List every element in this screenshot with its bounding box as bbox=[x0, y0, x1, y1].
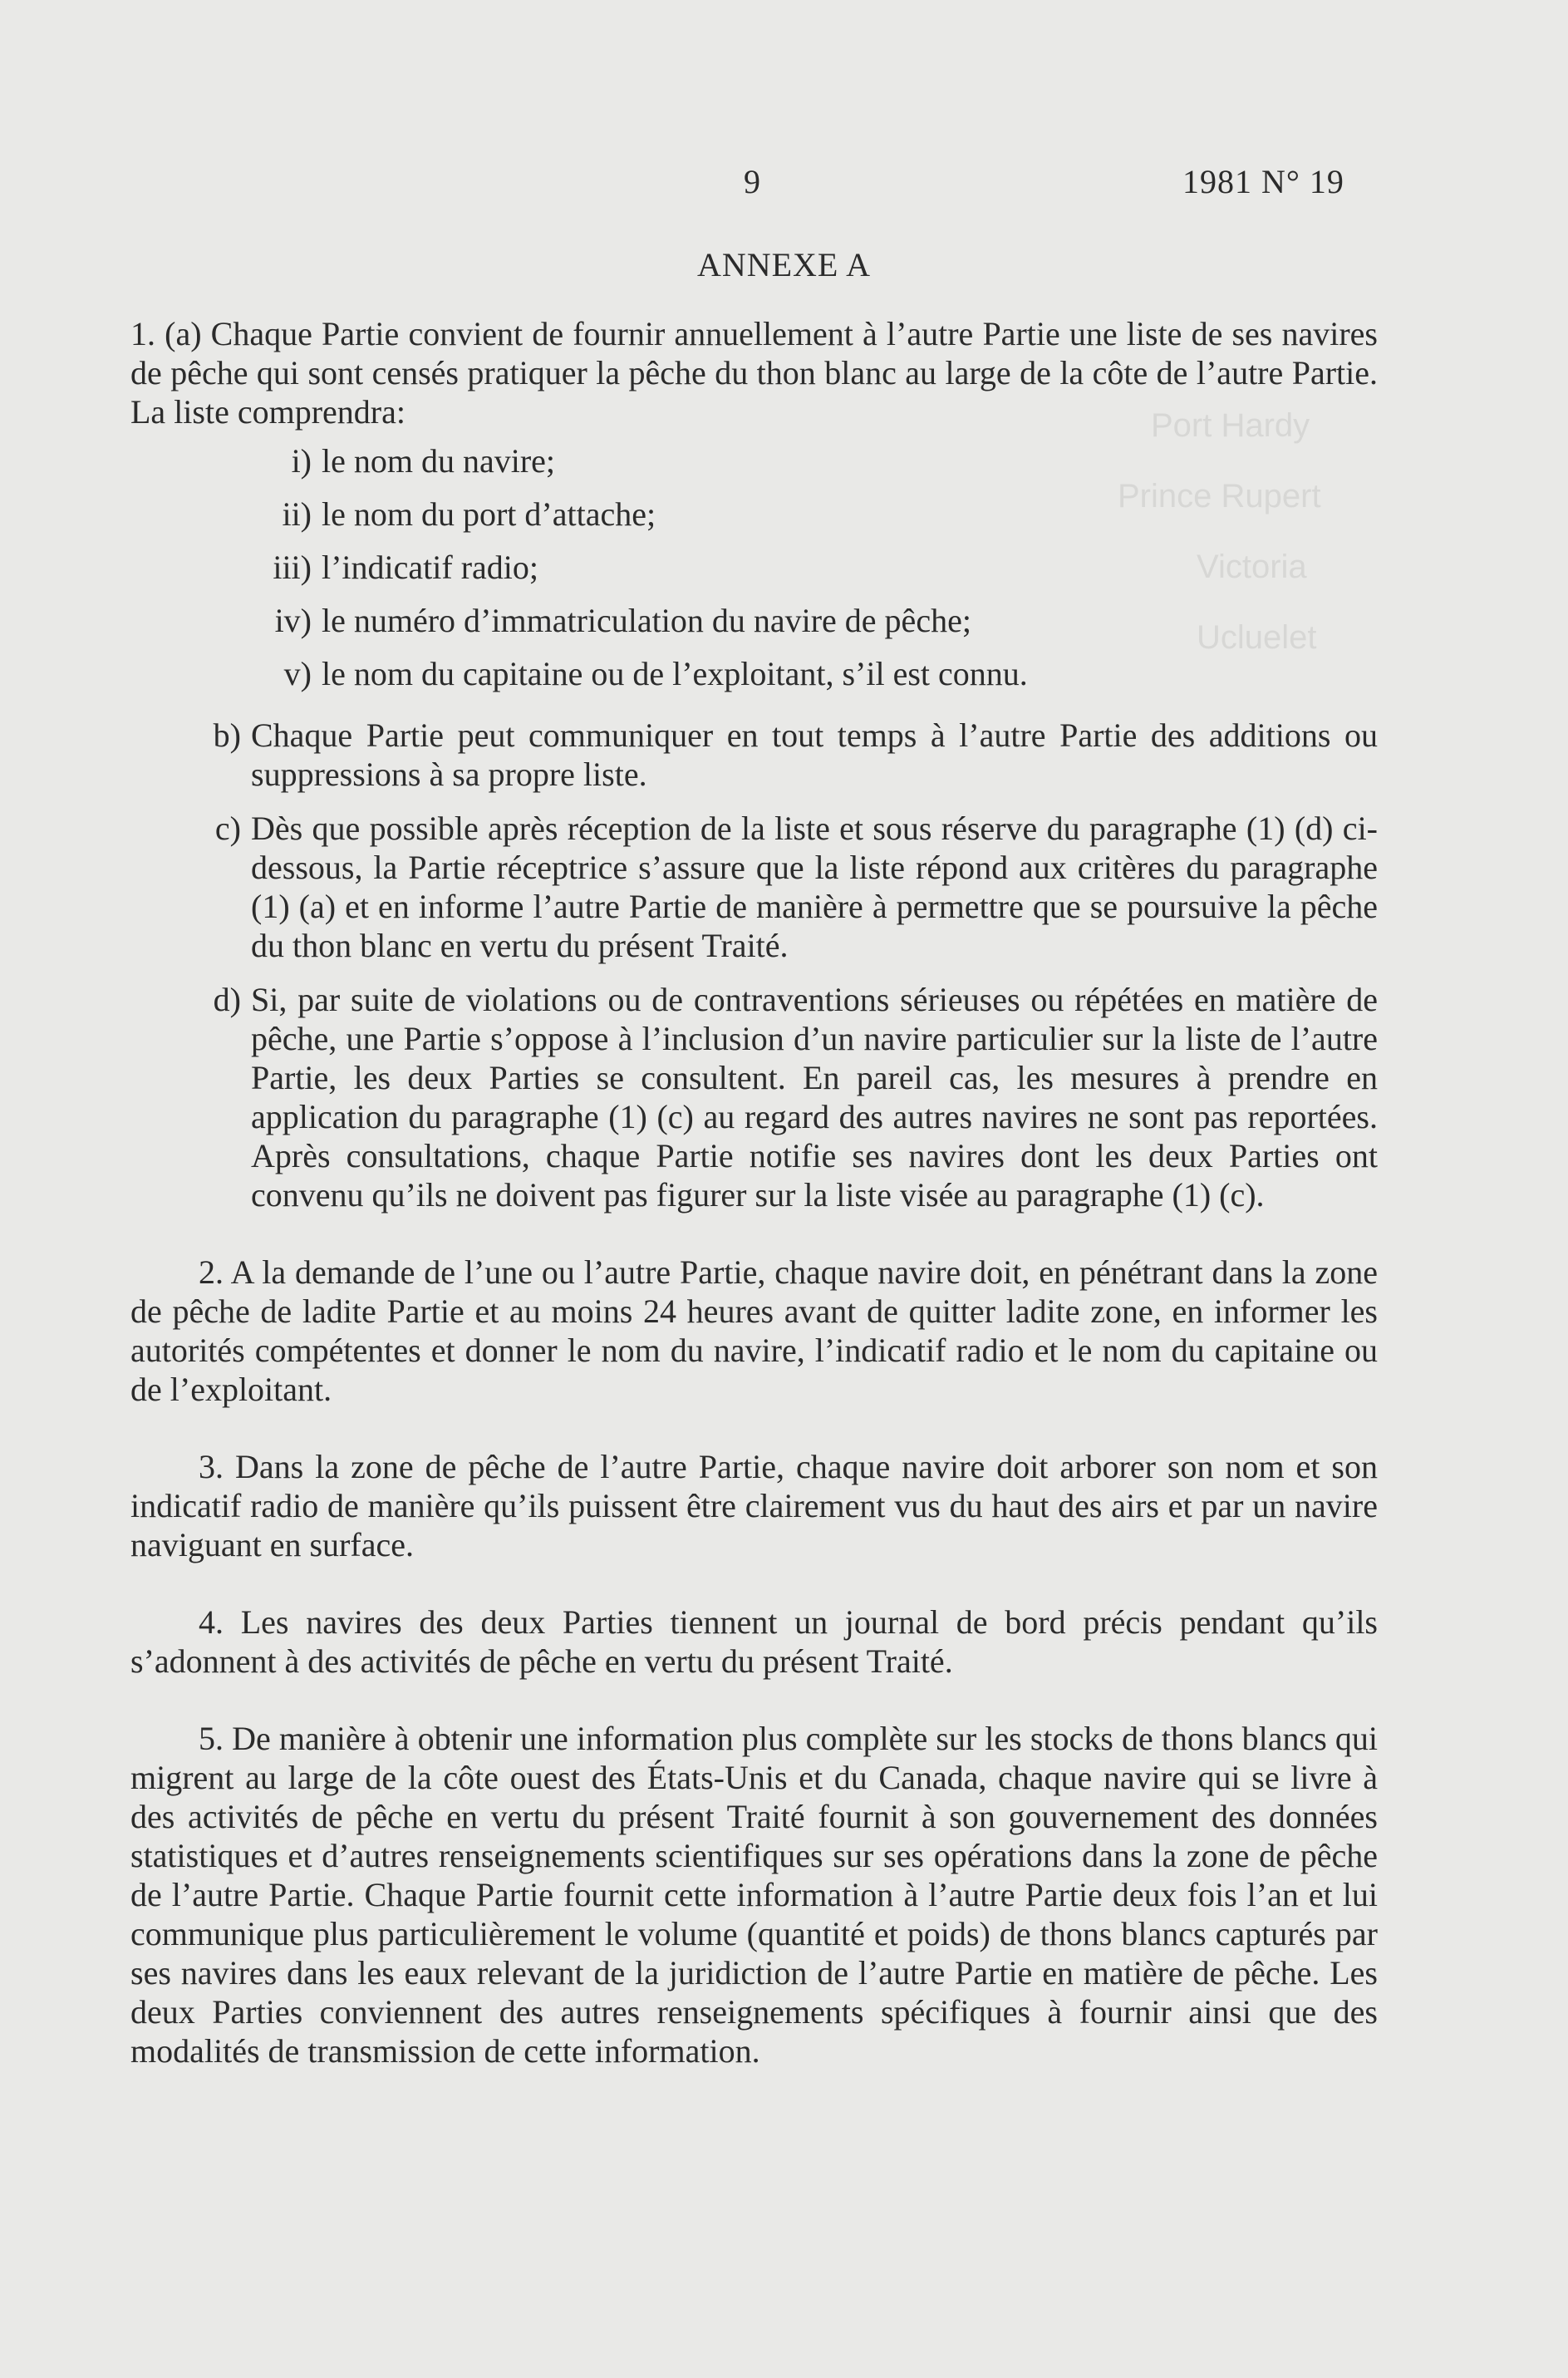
subparagraph-text: Chaque Partie peut communiquer en tout temps à l’autre Partie des additions ou suppressions à sa propre liste. bbox=[251, 716, 1378, 793]
list-text: le nom du capitaine ou de l’exploitant, s’il est connu. bbox=[322, 655, 1028, 692]
list-marker: i) bbox=[291, 442, 312, 480]
list-marker: ii) bbox=[282, 495, 312, 533]
subparagraph-marker: d) bbox=[213, 981, 241, 1018]
document-reference: 1981 N° 19 bbox=[1182, 163, 1344, 200]
paragraph-3: 3. Dans la zone de pêche de l’autre Partie, chaque navire doit arborer son nom et son indicatif radio de manière qu’ils puissent être clairement vus du haut des airs et par un navire naviguant en surface. bbox=[130, 1448, 1378, 1563]
paragraph-5: 5. De manière à obtenir une information plus complète sur les stocks de thons blancs qui migrent au large de la côte ouest des États-Unis et du Canada, chaque navire qui se livre à des activités de pêche en vertu du présent Traité fournit à son gouvernement des données statistiques et d’autres renseignements scientifiques sur ses opérations dans la zone de pêche de l’autre Partie. Chaque Partie fournit cette information à l’autre Partie deux fois l’an et lui communique plus particulièrement le volume (quantité et poids) de thons blancs capturés par ses navires dans les eaux relevant de la juridiction de l’autre Partie en matière de pêche. Les deux Parties conviennent des autres renseignements spécifiques à fournir ainsi que des modalités de transmission de cette information. bbox=[130, 1720, 1378, 2070]
paragraph-2: 2. A la demande de l’une ou l’autre Partie, chaque navire doit, en pénétrant dans la zone de pêche de ladite Partie et au moins 24 heures avant de quitter ladite zone, en informer les autorités compétentes et donner le nom du navire, l’indicatif radio et le nom du capitaine ou de l’exploitant. bbox=[130, 1253, 1378, 1408]
subparagraph-b bbox=[130, 716, 1378, 794]
list-item bbox=[130, 654, 1378, 707]
bleed-through-text: Port Hardy bbox=[1151, 407, 1310, 444]
page-number: 9 bbox=[744, 163, 760, 200]
subparagraph-d bbox=[130, 980, 1378, 1214]
list-items bbox=[130, 441, 1378, 707]
list-text: l’indicatif radio; bbox=[322, 549, 539, 586]
list-text: le nom du navire; bbox=[322, 442, 556, 480]
list-item bbox=[130, 601, 1378, 654]
document-body bbox=[130, 314, 1378, 2070]
subparagraph-marker: c) bbox=[214, 810, 241, 847]
list-marker: iv) bbox=[274, 602, 312, 639]
subparagraph-text: Si, par suite de violations ou de contraventions sérieuses ou répétées en matière de pêche, une Partie s’oppose à l’inclusion d’un navire particulier sur la liste de l’autre Partie, les deux Parties se consultent. En pareil cas, les mesures à prendre en application du paragraphe (1) (c) au regard des autres navires ne sont pas reportées. Après consultations, chaque Partie notifie ses navires dont les deux Parties ont convenu qu’ils ne doivent pas figurer sur la liste visée au paragraphe (1) (c). bbox=[251, 981, 1378, 1214]
page-title: ANNEXE A bbox=[696, 246, 872, 283]
list-text: le nom du port d’attache; bbox=[322, 495, 656, 533]
list-item bbox=[130, 441, 1378, 495]
subparagraph-c bbox=[130, 809, 1378, 965]
subparagraph-marker: b) bbox=[213, 716, 241, 754]
page-header bbox=[0, 162, 1568, 204]
list-marker: v) bbox=[283, 655, 312, 692]
list-marker: iii) bbox=[273, 549, 312, 586]
list-item bbox=[130, 495, 1378, 548]
bleed-through-text: Prince Rupert bbox=[1118, 478, 1321, 514]
bleed-through-text: Ucluelet bbox=[1197, 619, 1317, 656]
paragraph-4: 4. Les navires des deux Parties tiennent un journal de bord précis pendant qu’ils s’adonnent à des activités de pêche en vertu du présent Traité. bbox=[130, 1603, 1378, 1680]
bleed-through-text: Victoria bbox=[1197, 549, 1307, 585]
subparagraph-text: Dès que possible après réception de la liste et sous réserve du paragraphe (1) (d) ci-dessous, la Partie réceptrice s’assure que la liste répond aux critères du paragraphe (1) (a) et en informe l’autre Partie de manière à permettre que se poursuive la pêche du thon blanc en vertu du présent Traité. bbox=[251, 810, 1378, 964]
list-text: le numéro d’immatriculation du navire de pêche; bbox=[322, 602, 971, 639]
paragraph-1-intro: 1. (a) Chaque Partie convient de fournir annuellement à l’autre Partie une liste de ses navires de pêche qui sont censés pratiquer la pêche du thon blanc au large de la côte de l’autre Partie. La liste comprendra: bbox=[130, 315, 1378, 431]
list-item bbox=[130, 548, 1378, 601]
